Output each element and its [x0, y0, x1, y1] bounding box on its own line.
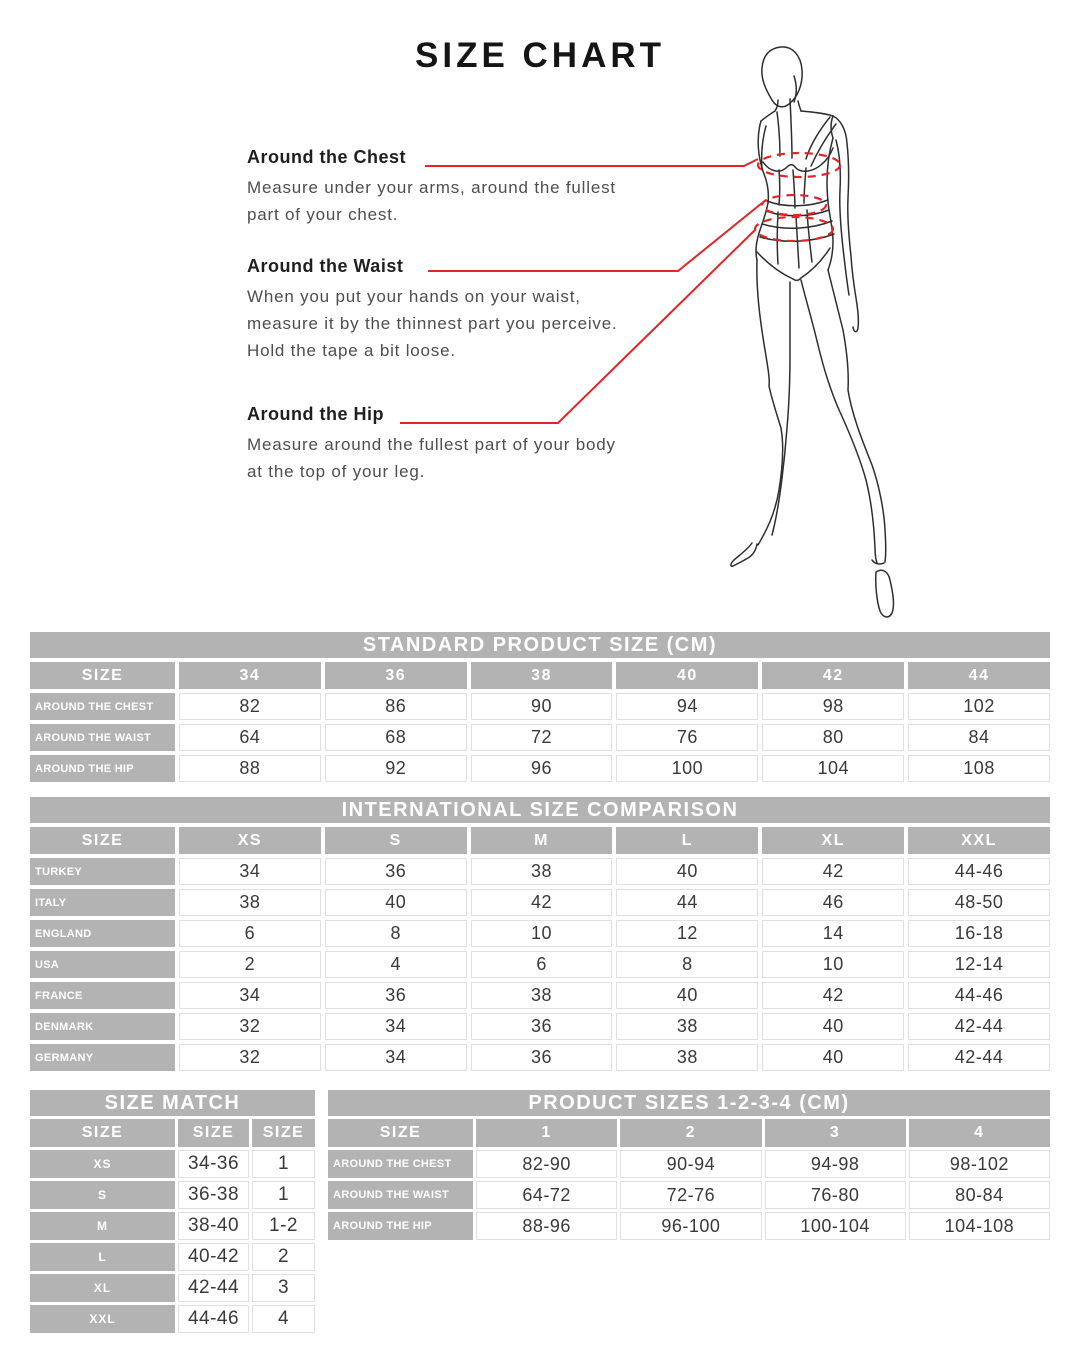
row-label: ITALY [30, 889, 175, 916]
hip-guide-description: Measure around the fullest part of your body at the top of your leg. [247, 435, 616, 481]
table-title: SIZE MATCH [30, 1090, 315, 1116]
column-header: SIZE [178, 1119, 249, 1147]
table-cell: 88 [179, 755, 321, 782]
waist-measure-guide [247, 256, 632, 364]
column-header: SIZE [30, 662, 175, 689]
table-cell: 96 [471, 755, 613, 782]
row-label: AROUND THE WAIST [328, 1181, 473, 1209]
table-cell: 12 [616, 920, 758, 947]
table-cell: 100 [616, 755, 758, 782]
table-cell: 40 [325, 889, 467, 916]
column-header: SIZE [30, 1119, 175, 1147]
table-cell: 44-46 [908, 858, 1050, 885]
row-label: AROUND THE WAIST [30, 724, 175, 751]
column-header: 44 [908, 662, 1050, 689]
table-cell: 108 [908, 755, 1050, 782]
table-title: INTERNATIONAL SIZE COMPARISON [30, 797, 1050, 823]
table-cell: 14 [762, 920, 904, 947]
table-cell: 38 [616, 1044, 758, 1071]
table-cell: 40-42 [178, 1243, 249, 1271]
row-label: S [30, 1181, 175, 1209]
table-cell: 80-84 [909, 1181, 1050, 1209]
waist-guide-description: When you put your hands on your waist, measure it by the thinnest part you perceive. Hold the tape a bit loose. [247, 287, 618, 360]
column-header: 1 [476, 1119, 617, 1147]
table-cell: 34 [325, 1013, 467, 1040]
table-cell: 32 [179, 1013, 321, 1040]
column-header: XXL [908, 827, 1050, 854]
column-header: SIZE [252, 1119, 315, 1147]
table-cell: 68 [325, 724, 467, 751]
row-label: USA [30, 951, 175, 978]
column-header: SIZE [30, 827, 175, 854]
table-cell: 1-2 [252, 1212, 315, 1240]
table-cell: 32 [179, 1044, 321, 1071]
croquis-line-art [731, 47, 894, 617]
waist-guide-heading: Around the Waist [247, 256, 404, 276]
column-header: 3 [765, 1119, 906, 1147]
table-cell: 94-98 [765, 1150, 906, 1178]
table-cell: 38 [616, 1013, 758, 1040]
table-cell: 42-44 [908, 1013, 1050, 1040]
table-cell: 10 [471, 920, 613, 947]
row-label: XL [30, 1274, 175, 1302]
column-header: 42 [762, 662, 904, 689]
table-cell: 8 [616, 951, 758, 978]
table-cell: 100-104 [765, 1212, 906, 1240]
table-cell: 104-108 [909, 1212, 1050, 1240]
row-label: XS [30, 1150, 175, 1178]
hip-measure-guide [247, 404, 632, 485]
row-label: AROUND THE HIP [30, 755, 175, 782]
size-match-table [30, 1090, 315, 1333]
table-cell: 36-38 [178, 1181, 249, 1209]
table-cell: 4 [252, 1305, 315, 1333]
table-cell: 34 [179, 858, 321, 885]
waist-marker-ellipse [762, 195, 826, 215]
table-cell: 42 [762, 858, 904, 885]
table-cell: 98-102 [909, 1150, 1050, 1178]
row-label: FRANCE [30, 982, 175, 1009]
column-header: XL [762, 827, 904, 854]
table-cell: 76 [616, 724, 758, 751]
table-cell: 94 [616, 693, 758, 720]
table-cell: 36 [325, 982, 467, 1009]
table-cell: 98 [762, 693, 904, 720]
row-label: AROUND THE HIP [328, 1212, 473, 1240]
table-cell: 6 [471, 951, 613, 978]
row-label: AROUND THE CHEST [30, 693, 175, 720]
column-header: L [616, 827, 758, 854]
table-cell: 90-94 [620, 1150, 761, 1178]
table-cell: 64-72 [476, 1181, 617, 1209]
international-size-comparison-table [30, 797, 1050, 1071]
page-title: SIZE CHART [415, 36, 665, 75]
table-cell: 46 [762, 889, 904, 916]
table-cell: 36 [471, 1013, 613, 1040]
table-cell: 42 [471, 889, 613, 916]
row-label: AROUND THE CHEST [328, 1150, 473, 1178]
table-cell: 34 [325, 1044, 467, 1071]
chest-guide-description: Measure under your arms, around the fullest part of your chest. [247, 178, 616, 224]
table-cell: 44-46 [908, 982, 1050, 1009]
standard-product-size-table [30, 632, 1050, 782]
table-cell: 2 [252, 1243, 315, 1271]
table-cell: 40 [616, 982, 758, 1009]
row-label: ENGLAND [30, 920, 175, 947]
table-cell: 34 [179, 982, 321, 1009]
row-label: GERMANY [30, 1044, 175, 1071]
table-cell: 2 [179, 951, 321, 978]
column-header: XS [179, 827, 321, 854]
table-cell: 104 [762, 755, 904, 782]
table-cell: 42-44 [908, 1044, 1050, 1071]
table-cell: 64 [179, 724, 321, 751]
table-cell: 3 [252, 1274, 315, 1302]
column-header: S [325, 827, 467, 854]
hip-guide-heading: Around the Hip [247, 404, 384, 424]
table-cell: 48-50 [908, 889, 1050, 916]
table-cell: 86 [325, 693, 467, 720]
table-cell: 38-40 [178, 1212, 249, 1240]
table-cell: 38 [179, 889, 321, 916]
row-label: XXL [30, 1305, 175, 1333]
table-cell: 16-18 [908, 920, 1050, 947]
table-cell: 88-96 [476, 1212, 617, 1240]
table-cell: 10 [762, 951, 904, 978]
table-cell: 8 [325, 920, 467, 947]
table-cell: 84 [908, 724, 1050, 751]
column-header: 34 [179, 662, 321, 689]
table-cell: 102 [908, 693, 1050, 720]
chest-marker-ellipse [758, 153, 840, 177]
chest-guide-heading: Around the Chest [247, 147, 406, 167]
table-cell: 38 [471, 858, 613, 885]
table-cell: 72-76 [620, 1181, 761, 1209]
table-cell: 44 [616, 889, 758, 916]
table-cell: 38 [471, 982, 613, 1009]
table-cell: 72 [471, 724, 613, 751]
table-cell: 1 [252, 1150, 315, 1178]
table-cell: 42-44 [178, 1274, 249, 1302]
table-title: PRODUCT SIZES 1-2-3-4 (CM) [328, 1090, 1050, 1116]
table-cell: 44-46 [178, 1305, 249, 1333]
table-cell: 40 [762, 1044, 904, 1071]
row-label: DENMARK [30, 1013, 175, 1040]
table-cell: 96-100 [620, 1212, 761, 1240]
table-cell: 36 [471, 1044, 613, 1071]
table-cell: 80 [762, 724, 904, 751]
table-cell: 76-80 [765, 1181, 906, 1209]
table-cell: 92 [325, 755, 467, 782]
table-cell: 34-36 [178, 1150, 249, 1178]
table-title: STANDARD PRODUCT SIZE (CM) [30, 632, 1050, 658]
row-label: L [30, 1243, 175, 1271]
column-header: 40 [616, 662, 758, 689]
table-cell: 40 [762, 1013, 904, 1040]
table-cell: 82-90 [476, 1150, 617, 1178]
table-cell: 12-14 [908, 951, 1050, 978]
table-cell: 4 [325, 951, 467, 978]
chest-measure-guide [247, 147, 632, 228]
column-header: 2 [620, 1119, 761, 1147]
table-cell: 40 [616, 858, 758, 885]
hip-marker-ellipse [755, 217, 833, 241]
column-header: 38 [471, 662, 613, 689]
column-header: M [471, 827, 613, 854]
table-cell: 90 [471, 693, 613, 720]
column-header: 4 [909, 1119, 1050, 1147]
table-cell: 6 [179, 920, 321, 947]
column-header: 36 [325, 662, 467, 689]
table-cell: 36 [325, 858, 467, 885]
table-cell: 82 [179, 693, 321, 720]
table-cell: 42 [762, 982, 904, 1009]
row-label: M [30, 1212, 175, 1240]
product-sizes-table [328, 1090, 1050, 1240]
table-cell: 1 [252, 1181, 315, 1209]
column-header: SIZE [328, 1119, 473, 1147]
row-label: TURKEY [30, 858, 175, 885]
